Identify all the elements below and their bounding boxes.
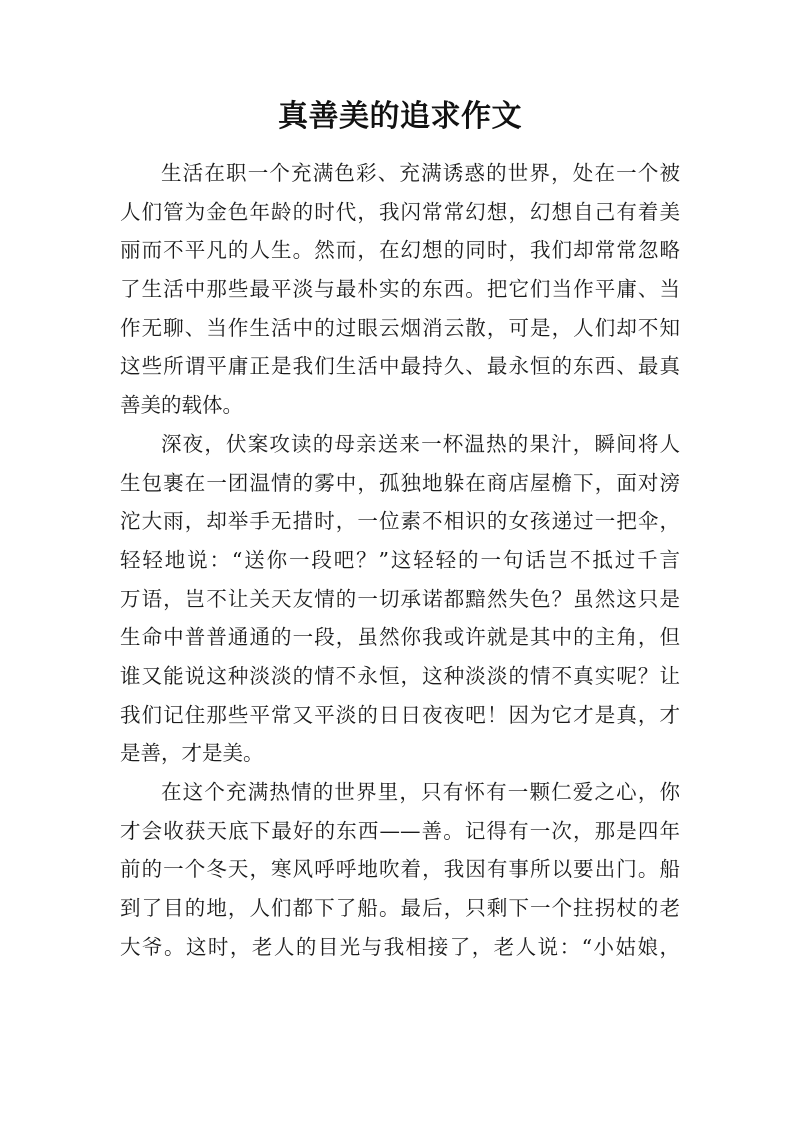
text-line: 人们管为金色年龄的时代，我闪常常幻想，幻想自己有着美 [120, 199, 680, 224]
text-line: 生命中普普通通的一段，虽然你我或许就是其中的主角，但 [120, 625, 680, 650]
text-line: 轻轻地说：“送你一段吧？”这轻轻的一句话岂不抵过千言 [120, 547, 680, 572]
text-line: 善美的载体。 [120, 393, 243, 418]
document-body [120, 154, 680, 966]
text-line: 到了目的地，人们都下了船。最后，只剩下一个拄拐杖的老 [120, 896, 680, 921]
text-line: 沱大雨，却举手无措时，一位素不相识的女孩递过一把伞， [120, 509, 680, 534]
document-title: 真善美的追求作文 [278, 99, 522, 134]
text-line: 这些所谓平庸正是我们生活中最持久、最永恒的东西、最真 [120, 354, 680, 379]
text-line: 生包裹在一团温情的雾中，孤独地躲在商店屋檐下，面对滂 [120, 470, 680, 495]
text-line: 在这个充满热情的世界里，只有怀有一颗仁爱之心，你 [161, 780, 680, 804]
text-line: 大爷。这时，老人的目光与我相接了，老人说：“小姑娘， [120, 934, 680, 959]
text-line: 作无聊、当作生活中的过眼云烟消云散，可是，人们却不知 [120, 315, 680, 340]
paragraph-1 [120, 154, 680, 425]
text-line: 深夜，伏案攻读的母亲送来一杯温热的果汁，瞬间将人 [161, 431, 680, 456]
text-line: 谁又能说这种淡淡的情不永恒，这种淡淡的情不真实呢？让 [120, 663, 680, 688]
text-line: 了生活中那些最平淡与最朴实的东西。把它们当作平庸、当 [120, 277, 680, 302]
text-line: 才会收获天底下最好的东西——善。记得有一次，那是四年 [120, 818, 680, 843]
text-line: 丽而不平凡的人生。然而，在幻想的同时，我们却常常忽略 [120, 238, 680, 263]
paragraph-2 [120, 425, 680, 773]
text-line: 万语，岂不让关天友情的一切承诺都黯然失色？虽然这只是 [120, 586, 680, 611]
text-line: 生活在职一个充满色彩、充满诱惑的世界，处在一个被 [161, 161, 680, 185]
text-line: 前的一个冬天，寒风呼呼地吹着，我因有事所以要出门。船 [120, 857, 680, 882]
text-line: 我们记住那些平常又平淡的日日夜夜吧！因为它才是真，才 [120, 702, 680, 727]
paragraph-3 [120, 773, 680, 966]
text-line: 是善，才是美。 [120, 741, 264, 766]
